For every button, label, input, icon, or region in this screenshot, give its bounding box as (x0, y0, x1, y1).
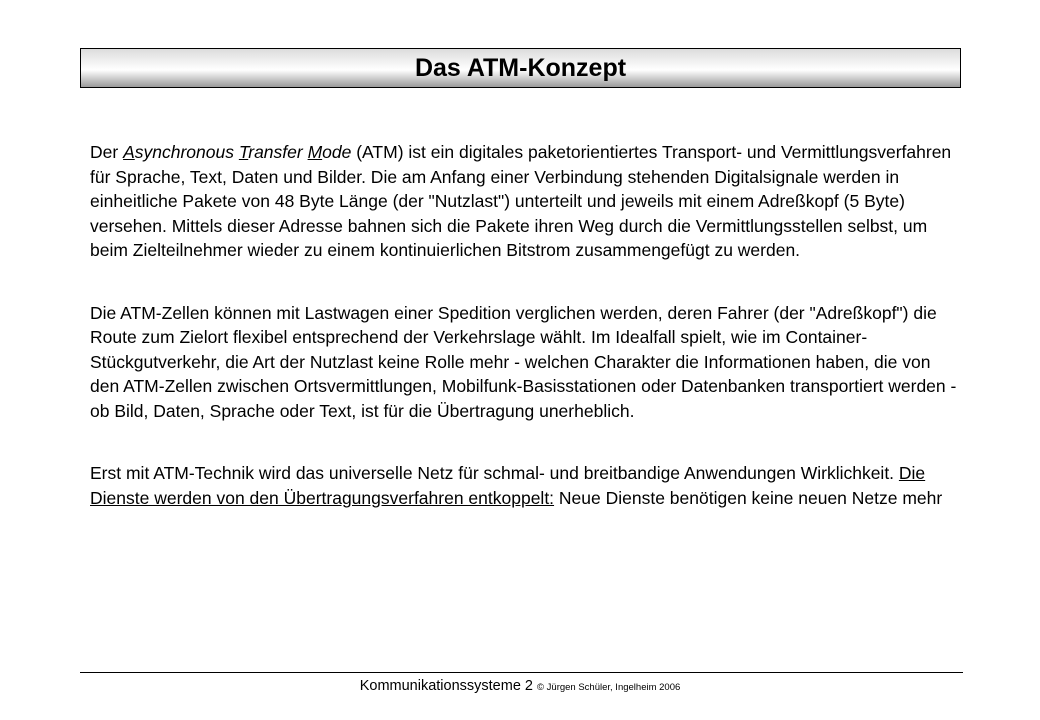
body-text (90, 140, 960, 510)
p1-term (123, 142, 351, 162)
p1-text-1: Der (90, 142, 124, 162)
p1-term-m: M (307, 142, 323, 162)
title-banner (80, 48, 961, 88)
footer-divider (80, 672, 963, 673)
p3-text-1: Erst mit ATM-Technik wird das universelle Netz für schmal- und breitbandige Anwendungen Wirklichkeit. (90, 463, 899, 483)
p1-term-ode: ode (322, 142, 352, 162)
p1-term-ransfer: ransfer (248, 142, 308, 162)
p3-underlined: Die Dienste werden von den Übertragungsverfahren entkoppelt: (90, 463, 926, 508)
p1-term-a: A (123, 142, 135, 162)
paragraph-2: Die ATM-Zellen können mit Lastwagen einer Spedition verglichen werden, deren Fahrer (der "Adreßkopf") die Route zum Zielort flexibel entsprechend der Verkehrslage wählt. Im Idealfall spielt, wie im Container-Stückgutverkehr, die Art der Nutzlast keine Rolle mehr - welchen Charakter die Informationen haben, die von den ATM-Zellen zwischen Ortsvermittlungen, Mobilfunk-Basisstationen oder Datenbanken transportiert werden - ob Bild, Daten, Sprache oder Text, ist für die Übertragung unerheblich. (90, 302, 957, 421)
footer-copyright: © Jürgen Schüler, Ingelheim 2006 (537, 682, 681, 693)
paragraph-1 (90, 140, 960, 263)
footer-course: Kommunikationssysteme 2 (359, 678, 533, 694)
page-title: Das ATM-Konzept (414, 53, 627, 82)
footer (0, 678, 1040, 694)
p1-text-2: (ATM) ist ein digitales paketorientiertes Transport- und Vermittlungsverfahren für Sprache, Text, Daten und Bilder. Die am Anfang einer Verbindung stehenden Digitalsignale werden in einheitliche Pakete von 48 Byte Länge (der "Nutzlast") unterteilt und jeweils mit einem Adreßkopf (5 Byte) versehen. Mittels dieser Adresse bahnen sich die Pakete ihren Weg durch die Vermittlungsstellen selbst, um beim Zielteilnehmer wieder zu einem kontinuierlichen Bitstrom zusammengefügt zu werden. (90, 142, 952, 260)
p1-term-t: T (238, 142, 249, 162)
p3-text-2: Neue Dienste benötigen keine neuen Netze mehr (554, 487, 943, 508)
p1-term-synchronous: synchronous (134, 142, 239, 162)
paragraph-3 (90, 461, 960, 510)
